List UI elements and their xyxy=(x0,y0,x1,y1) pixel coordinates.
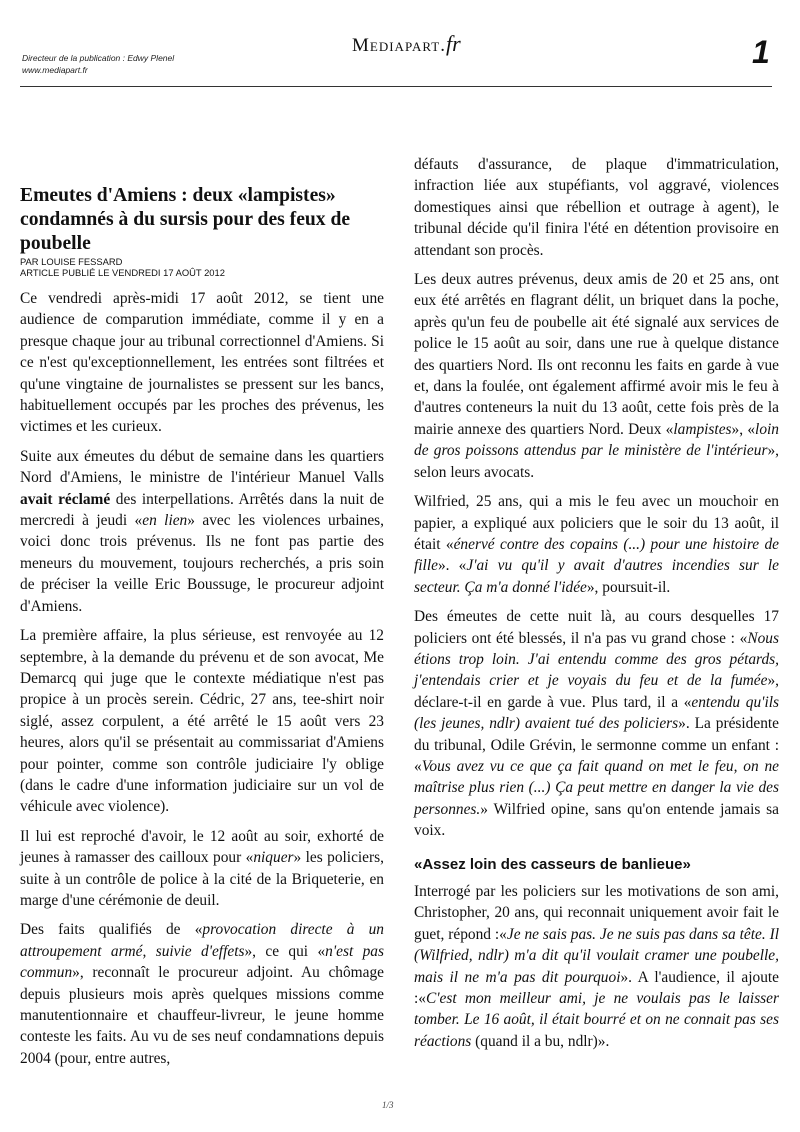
column-right-bottom xyxy=(414,881,779,1052)
paragraph xyxy=(20,625,384,818)
text-run: Nous étions trop loin. J'ai entendu comme des gros pétards, j'entendais crier et je voyais du feu et de la fumée xyxy=(414,629,779,690)
paragraph xyxy=(414,491,779,598)
text-run: niquer xyxy=(253,849,294,867)
text-run: Des émeutes de cette nuit là, au cours desquelles 17 policiers ont été blessés, il n'a pas vu grand chose : « xyxy=(414,608,779,647)
text-run: ». A l'audience, il ajoute :« xyxy=(414,968,779,1008)
paragraph xyxy=(20,919,384,1069)
text-run: Je ne sais pas. Je ne suis pas dans sa tête. Il (Wilfried, ndlr) m'a dit qu'il voulait cramer une poubelle, mais il ne m'a pas dit pourquoi xyxy=(414,925,779,986)
mediapart-logo xyxy=(352,31,461,57)
logo-suffix: fr xyxy=(445,31,461,56)
text-run: avait réclamé xyxy=(20,490,111,508)
text-run: Vous avez vu ce que ça fait quand on met le feu, on ne maîtrise plus rien (...) Ça peut mettre en danger la vie des personnes. xyxy=(414,757,779,818)
paragraph xyxy=(414,606,779,841)
text-run: ». « xyxy=(437,557,467,575)
text-run: », ce qui « xyxy=(244,942,326,960)
paragraph xyxy=(20,288,384,438)
text-run: » Wilfried opine, sans qu'on entende jamais sa voix. xyxy=(414,800,779,840)
text-run: Wilfried, 25 ans, qui a mis le feu avec un mouchoir en papier, a expliqué aux policiers que le soir du 13 août, il était « xyxy=(414,493,779,553)
paragraph xyxy=(414,269,779,483)
text-run: loin de gros poissons attendus par le ministère de l'intérieur xyxy=(414,420,779,460)
text-run: Suite aux émeutes du début de semaine dans les quartiers Nord d'Amiens, le ministre de l'intérieur Manuel Valls xyxy=(20,447,384,487)
text-run: J'ai vu qu'il y avait d'autres incendies sur le secteur. Ça m'a donné l'idée xyxy=(414,557,779,596)
article-subheading: «Assez loin des casseurs de banlieue» xyxy=(414,855,691,873)
text-run: Interrogé par les policiers sur les motivations de son ami, Christopher, 20 ans, qui reconnait uniquement avoir fait le guet, répond :« xyxy=(414,883,779,943)
text-run: Les deux autres prévenus, deux amis de 20 et 25 ans, ont eux été arrêtés en flagrant délit, un briquet dans la poche, après qu'un feu de poubelle ait été signalé aux services de police le 15 août au soir, dans une rue à quelque distance des quartiers Nord. Ils ont reconnu les faits en garde à vue et, dans la foulée, ont également affirmé avoir mis le feu à d'autres conteneurs la nuit du 13 août, cette fois près de la mairie annexe des quartiers Nord. Deux « xyxy=(414,271,779,438)
article-title: Emeutes d'Amiens : deux «lampistes» condamnés à du sursis pour des feux de poubelle xyxy=(20,185,351,254)
text-run: n'est pas commun xyxy=(20,942,384,982)
text-run: » les policiers, suite à un contrôle de police à la cité de la Briqueterie, en marge d'une cérémonie de deuil. xyxy=(20,849,384,909)
text-run: Des faits qualifiés de « xyxy=(20,921,203,939)
text-run: », « xyxy=(731,420,756,438)
byline-block xyxy=(20,256,225,278)
text-run: », poursuit-il. xyxy=(586,578,671,596)
text-run: en lien xyxy=(142,512,188,530)
publication-date: ARTICLE PUBLIÉ LE VENDREDI 17 AOÛT 2012 xyxy=(20,267,225,278)
byline: PAR LOUISE FESSARD xyxy=(20,256,123,267)
paragraph xyxy=(414,881,779,1052)
text-run: La première affaire, la plus sérieuse, est renvoyée au 12 septembre, à la demande du prévenu et de son avocat, Me Demarcq qui juge que le contexte médiatique n'est pas propice à un procès serein. Cédric, 27 ans, tee-shirt noir siglé, assez corpulent, a été arrêté le 15 août vers 23 heures, alors qu'il se présentait au commissariat d'Amiens pour pointer, comme son contrôle judiciaire l'y oblige (dans le cadre d'une information judiciaire sur un vol de véhicule avec violence). xyxy=(20,627,384,816)
paragraph xyxy=(20,826,384,912)
text-run: » avec les violences urbaines, voici donc trois prévenus. Ils ne font pas partie des meneurs du mouvement, toujours recherchés, a pris soin de préciser la veille Eric Boussuge, le procureur adjoint d'Amiens. xyxy=(20,512,385,615)
text-run: ». La présidente du tribunal, Odile Grévin, le sermonne comme un enfant : « xyxy=(414,715,780,775)
logo-main: Mediapart. xyxy=(352,35,446,56)
paragraph xyxy=(414,154,779,261)
paragraph xyxy=(20,446,384,617)
publication-director: Directeur de la publication : Edwy Plenel xyxy=(22,53,175,63)
header-left xyxy=(22,52,174,76)
column-right-top xyxy=(414,154,779,842)
column-right xyxy=(414,154,779,1060)
text-run: », selon leurs avocats. xyxy=(414,442,779,481)
text-run: lampistes xyxy=(673,420,732,438)
header-rule xyxy=(20,86,772,87)
text-run: (quand il a bu, ndlr)». xyxy=(471,1032,610,1050)
text-run: défauts d'assurance, de plaque d'immatriculation, infraction liée aux stupéfiants, vol aggravé, violences domestiques ainsi que rébellion et outrage à agent), le tribunal décide qu'il finira l'été en détention provisoire en attendant son procès. xyxy=(414,156,779,259)
text-run: énervé contre des copains (...) pour une histoire de fille xyxy=(414,535,779,575)
text-run: entendu qu'ils (les jeunes, ndlr) avaient tué des policiers xyxy=(414,693,780,733)
site-url: www.mediapart.fr xyxy=(22,65,88,75)
footer-page-indicator: 1/3 xyxy=(382,1100,394,1110)
column-left xyxy=(20,288,384,1077)
text-run: Ce vendredi après-midi 17 août 2012, se tient une audience de comparution immédiate, comme il y en a presque chaque jour au tribunal correctionnel d'Amiens. Si ce n'est qu'exceptionnellement, les entrées sont filtrées et qu'une vingtaine de journalistes se pressent sur les bancs, habituellement occupés par les proches des prévenus, les victimes et les curieux. xyxy=(20,290,384,436)
page-number: 1 xyxy=(752,34,770,70)
text-run: », reconnaît le procureur adjoint. Au chômage depuis plusieurs mois après quelques missions comme manutentionnaire et chauffeur-livreur, le jeune homme conteste les faits. Au vu de ses neuf condamnations depuis 2004 (pour, entre autres, xyxy=(20,964,384,1067)
text-run: Il lui est reproché d'avoir, le 12 août au soir, exhorté de jeunes à ramasser des cailloux pour « xyxy=(20,827,384,867)
text-run: des interpellations. Arrêtés dans la nuit de mercredi à jeudi « xyxy=(20,490,384,530)
text-run: », déclare-t-il en garde à vue. Plus tard, il a « xyxy=(414,672,779,711)
text-run: provocation directe à un attroupement armé, suivie d'effets xyxy=(20,921,384,960)
text-run: C'est mon meilleur ami, je ne voulais pas le laisser tomber. Le 16 août, il était bourré et on ne connait pas ses réactions xyxy=(414,990,779,1050)
